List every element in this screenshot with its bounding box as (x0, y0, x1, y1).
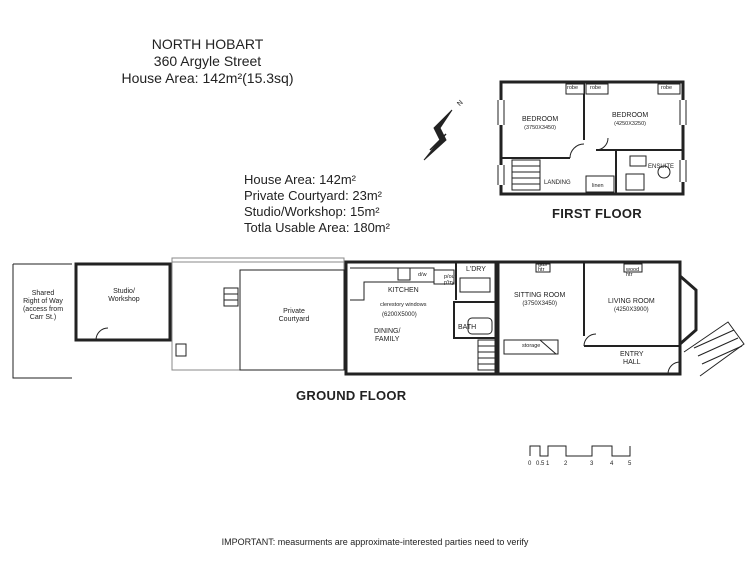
first-floor-plan (498, 82, 686, 194)
gas-heater-label (538, 263, 547, 273)
wood-line-2: htr (626, 272, 633, 278)
storage-label: storage (522, 343, 541, 349)
pantry-line-1: p/out (444, 274, 457, 280)
scale-label-4: 4 (610, 461, 614, 467)
bath-label: BATH (458, 324, 477, 331)
row-line-2: Right of Way (23, 298, 63, 305)
scale-label-0: 0 (528, 461, 532, 467)
clerestory-label: clerestory windows (380, 302, 427, 308)
living-dimensions: (4250X3900) (613, 307, 649, 313)
studio-line-1: Studio/ (113, 288, 135, 295)
sitting-room (514, 292, 565, 308)
entry-hall (620, 351, 644, 367)
robe-label-2: robe (590, 85, 602, 91)
laundry-label: L'DRY (466, 266, 486, 273)
area-courtyard: Private Courtyard: 23m² (244, 188, 382, 203)
private-courtyard (266, 308, 322, 324)
sitting-dimensions: (3750X3450) (522, 301, 558, 307)
bedroom-2-label: BEDROOM (612, 112, 649, 119)
row-line-3: (access from (22, 306, 64, 313)
scale-label-1: 1 (546, 461, 550, 467)
studio-workshop (96, 288, 152, 304)
area-house: House Area: 142m² (244, 172, 357, 187)
scale-label-5: 5 (628, 461, 632, 467)
dishwasher-label: d/w (418, 272, 427, 278)
dining-line-1: DINING/ (374, 328, 401, 335)
landing-label: LANDING (544, 180, 571, 186)
area-studio: Studio/Workshop: 15m² (244, 204, 380, 219)
gas-line-1: gas (538, 262, 547, 268)
bedroom-1-dimensions: (3750X3450) (524, 125, 556, 131)
gas-line-2: htr (538, 267, 545, 273)
scale-bar (530, 446, 630, 456)
wood-line-1: wood (626, 267, 640, 273)
ensuite-label: ENSUITE (648, 164, 675, 170)
dining-line-2: FAMILY (375, 336, 400, 343)
scale-label-2: 2 (564, 461, 568, 467)
dining-dimensions: (6200X5000) (382, 312, 417, 318)
courtyard-line-1: Private (283, 308, 305, 315)
linen-label: linen (592, 183, 604, 189)
disclaimer-footer: IMPORTANT: measurments are approximate-interested parties need to verify (221, 537, 529, 547)
living-label: LIVING ROOM (608, 298, 655, 305)
bedroom-1-label: BEDROOM (522, 116, 559, 123)
north-label: N (456, 99, 465, 108)
suburb-title: NORTH HOBART (151, 36, 264, 52)
wood-heater-label (626, 268, 639, 278)
shared-right-of-way (14, 290, 72, 322)
kitchen-label: KITCHEN (388, 287, 419, 294)
pantry-line-2: p'try (444, 280, 455, 286)
courtyard-line-2: Courtyard (278, 316, 310, 323)
scale-label-05: 0.5 (536, 461, 545, 467)
house-area-heading: House Area: 142m²(15.3sq) (121, 70, 294, 86)
north-arrow (424, 110, 452, 160)
bedroom-2 (612, 112, 648, 128)
entry-line-2: HALL (623, 359, 641, 366)
dining-family (374, 328, 400, 344)
street-address: 360 Argyle Street (153, 53, 262, 69)
row-line-4: Carr St.) (29, 314, 57, 321)
robe-label-3: robe (661, 85, 673, 91)
ground-floor-title: GROUND FLOOR (296, 388, 407, 403)
robe-label-1: robe (567, 85, 579, 91)
bedroom-1 (522, 116, 558, 132)
row-line-1: Shared (31, 290, 55, 297)
studio-line-2: Workshop (108, 296, 140, 303)
bedroom-2-dimensions: (4250X3250) (614, 121, 646, 127)
pantry-label (444, 274, 456, 286)
area-total: Totla Usable Area: 180m² (244, 220, 390, 235)
living-room (608, 298, 655, 314)
sitting-label: SITTING ROOM (514, 292, 566, 299)
first-floor-title: FIRST FLOOR (552, 206, 642, 221)
entry-line-1: ENTRY (620, 351, 644, 358)
scale-label-3: 3 (590, 461, 594, 467)
